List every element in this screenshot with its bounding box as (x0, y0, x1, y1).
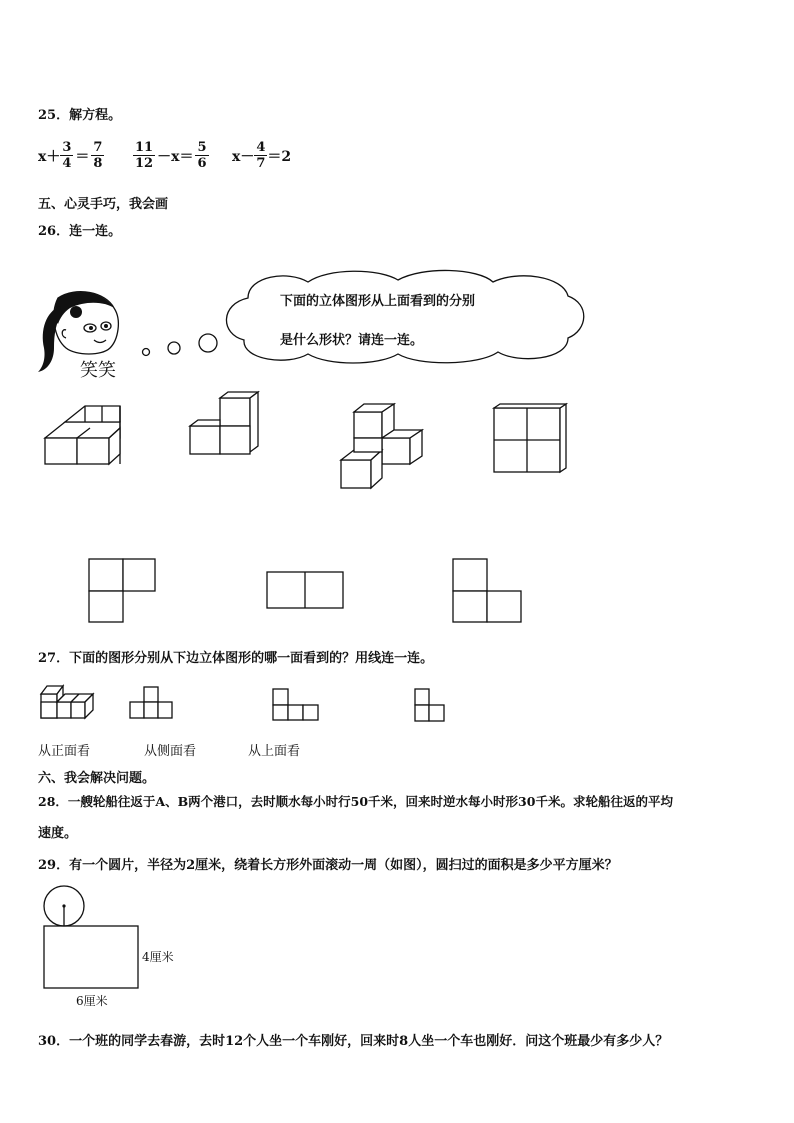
q28-line1: 28．一艘轮船往返于A、B两个港口，去时顺水每小时行50千米，回来时逆水每小时形30千米。求轮船往返的平均 (38, 794, 673, 809)
bubble-text-line1: 下面的立体图形从上面看到的分别 (280, 294, 476, 309)
eq2-mid: －x＝ (157, 148, 194, 165)
q27-solid (38, 680, 102, 722)
q27-view-a (128, 684, 176, 722)
view-top-label: 从上面看 (248, 744, 301, 759)
top-view-shape-1 (86, 556, 160, 626)
q27-view-b (270, 686, 322, 722)
solid-figure-1 (40, 388, 130, 468)
eq1-frac-b: $\frac{7}{8}$ (93, 140, 103, 171)
equation-2 (133, 140, 209, 171)
q29-circle-rectangle-figure (40, 884, 144, 994)
equation-3 (232, 140, 291, 171)
top-view-shape-2 (264, 568, 348, 612)
section-6-heading: 六、我会解决问题。 (38, 771, 156, 786)
top-view-shape-3 (450, 556, 528, 626)
width-label: 6厘米 (76, 994, 108, 1008)
q29-title: 29．有一个圆片，半径为2厘米，绕着长方形外面滚动一周（如图），圆扫过的面积是多少平方厘米？ (38, 858, 618, 873)
eq3-rhs: ＝2 (267, 148, 292, 165)
eq3-lhs: x－ (232, 148, 255, 165)
q27-title: 27．下面的图形分别从下边立体图形的哪一面看到的？用线连一连。 (38, 651, 434, 666)
eq1-frac-a: $\frac{3}{4}$ (62, 140, 72, 171)
height-label: 4厘米 (142, 950, 174, 964)
q27-view-c (412, 686, 448, 726)
q26-title: 26．连一连。 (38, 224, 122, 239)
character-name: 笑笑 (80, 360, 116, 381)
equation-1 (38, 140, 104, 171)
eq1-equals: ＝ (75, 148, 90, 165)
view-front-label: 从正面看 (38, 744, 91, 759)
solid-figure-2 (186, 390, 266, 468)
eq2-frac-a: $\frac{11}{12}$ (135, 140, 154, 171)
q28-line2: 速度。 (38, 826, 78, 841)
eq2-frac-b: $\frac{5}{6}$ (197, 140, 207, 171)
thought-dots (140, 332, 220, 362)
view-side-label: 从侧面看 (144, 744, 197, 759)
eq1-lhs: x＋ (38, 148, 61, 165)
speech-cloud (218, 268, 584, 364)
eq3-frac: $\frac{4}{7}$ (256, 140, 266, 171)
solid-figure-3 (336, 400, 432, 492)
section-5-heading: 五、心灵手巧，我会画 (38, 197, 169, 212)
q30-title: 30．一个班的同学去春游，去时12个人坐一个车刚好，回来时8人坐一个车也刚好．问这个班最少有多少人？ (38, 1034, 669, 1049)
solid-figure-4 (490, 402, 570, 474)
bubble-text-line2: 是什么形状？请连一连。 (280, 333, 424, 348)
q25-title: 25．解方程。 (38, 108, 122, 123)
